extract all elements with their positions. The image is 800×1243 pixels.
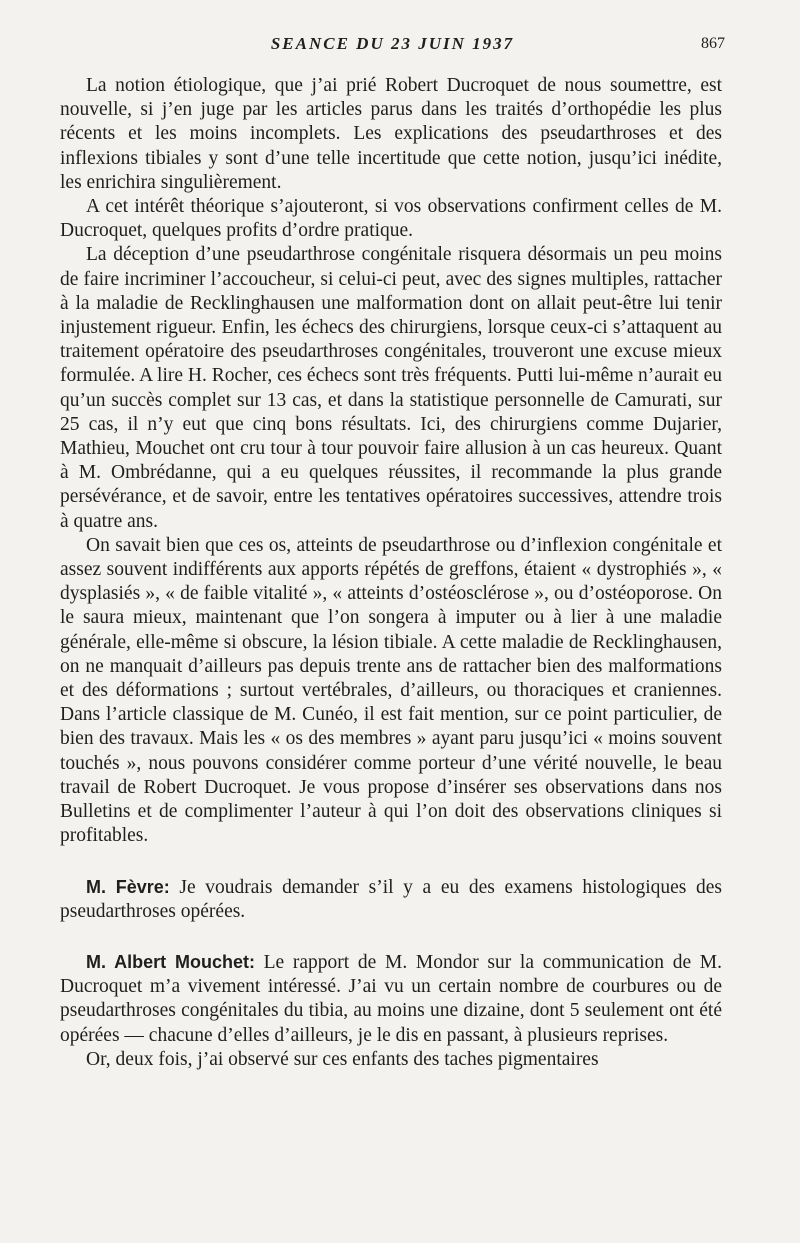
paragraph-theoretical-interest [60,195,722,243]
paragraph-mouchet [60,950,722,1048]
paragraph-fevre [60,875,722,924]
paragraph-pigment-spots [60,1048,722,1072]
paragraph-text: A cet intérêt théorique s’ajouteront, si vos observations confirment celles de M. Ducroquet, quelques profits d’ordre pratique. [60,196,722,242]
paragraph-text: Or, deux fois, j’ai observé sur ces enfants des taches pigmentaires [86,1048,599,1070]
paragraph-etiology [60,74,722,195]
running-head [60,34,725,58]
paragraph-text: La notion étiologique, que j’ai prié Robert Ducroquet de nous soumettre, est nouvelle, si j’en juge par les articles parus dans les traités d’orthopédie les plus récents et les moins incomplets. Les explications des pseudarthroses et des inflexions tibiales y sont d’une telle incertitude que cette notion, jusqu’ici inédite, les enrichira singulièrement. [60,75,722,193]
paragraph-text: On savait bien que ces os, atteints de pseudarthrose ou d’inflexion congénitale et assez souvent indifférents aux apports répétés de greffons, étaient « dystrophiés », « dysplasiés », « de faible vitalité », « atteints d’ostéosclérose », ou d’ostéoporose. On le saura mieux, maintenant que l’on songera à imputer ou à lier à une maladie générale, elle-même si obscure, la lésion tibiale. A cette maladie de Recklinghausen, on ne manquait d’ailleurs pas depuis trente ans de rattacher bien des malformations et des déformations ; surtout vertébrales, d’ailleurs, ou thoraciques et craniennes. Dans l’article classique de M. Cunéo, il est fait mention, sur ce point particulier, de bien des travaux. Mais les « os des membres » ayant paru jusqu’ici « moins souvent touchés », nous pouvons considérer comme porteur d’une vérité nouvelle, le beau travail de Robert Ducroquet. Je vous propose d’insérer ses observations dans nos Bulletins et de complimenter l’auteur à qui l’on doit des observations cliniques si profitables. [60,534,722,847]
paragraph-bones [60,534,722,849]
paragraph-text: Je voudrais demander s’il y a eu des examens histologiques des pseudarthroses opérées. [60,876,723,922]
paragraph-disappointment [60,243,722,533]
paragraph-text: La déception d’une pseudarthrose congénitale risquera désormais un peu moins de faire incriminer l’accoucheur, si celui-ci peut, avec des signes multiples, rattacher à la maladie de Recklinghausen une malformation dont on allait peut-être lui tenir injustement rigueur. Enfin, les échecs des chirurgiens, lorsque ceux-ci s’attaquent au traitement opératoire des pseudarthroses congénitales, trouveront une excuse mieux formulée. A lire H. Rocher, ces échecs sont très fréquents. Putti lui-même n’aurait eu qu’un succès complet sur 13 cas, et dans la statistique personnelle de Camurati, sur 25 cas, il n’y eut que cinq bons résultats. Ici, des chirurgiens comme Dujarier, Mathieu, Mouchet ont cru tour à tour pouvoir faire allusion à un cas heureux. Quant à M. Ombrédanne, qui a eu quelques réussites, il recommande la plus grande persévérance, et de savoir, entre les tentatives opératoires successives, attendre trois à quatre ans. [60,244,722,532]
running-title: SEANCE DU 23 JUIN 1937 [270,34,515,53]
speaker-name: M. Fèvre: [86,876,170,897]
body-text [60,74,722,1072]
paragraph-text: Le rapport de M. Mondor sur la communication de M. Ducroquet m’a vivement intéressé. J’ai vu un certain nombre de courbures ou de pseudarthroses congénitales du tibia, au moins une dizaine, dont 5 seulement ont été opérées — chacune d’elles d’ailleurs, je le dis en passant, à plusieurs reprises. [60,951,722,1046]
speaker-name: M. Albert Mouchet: [86,951,255,972]
page-number: 867 [701,35,725,52]
